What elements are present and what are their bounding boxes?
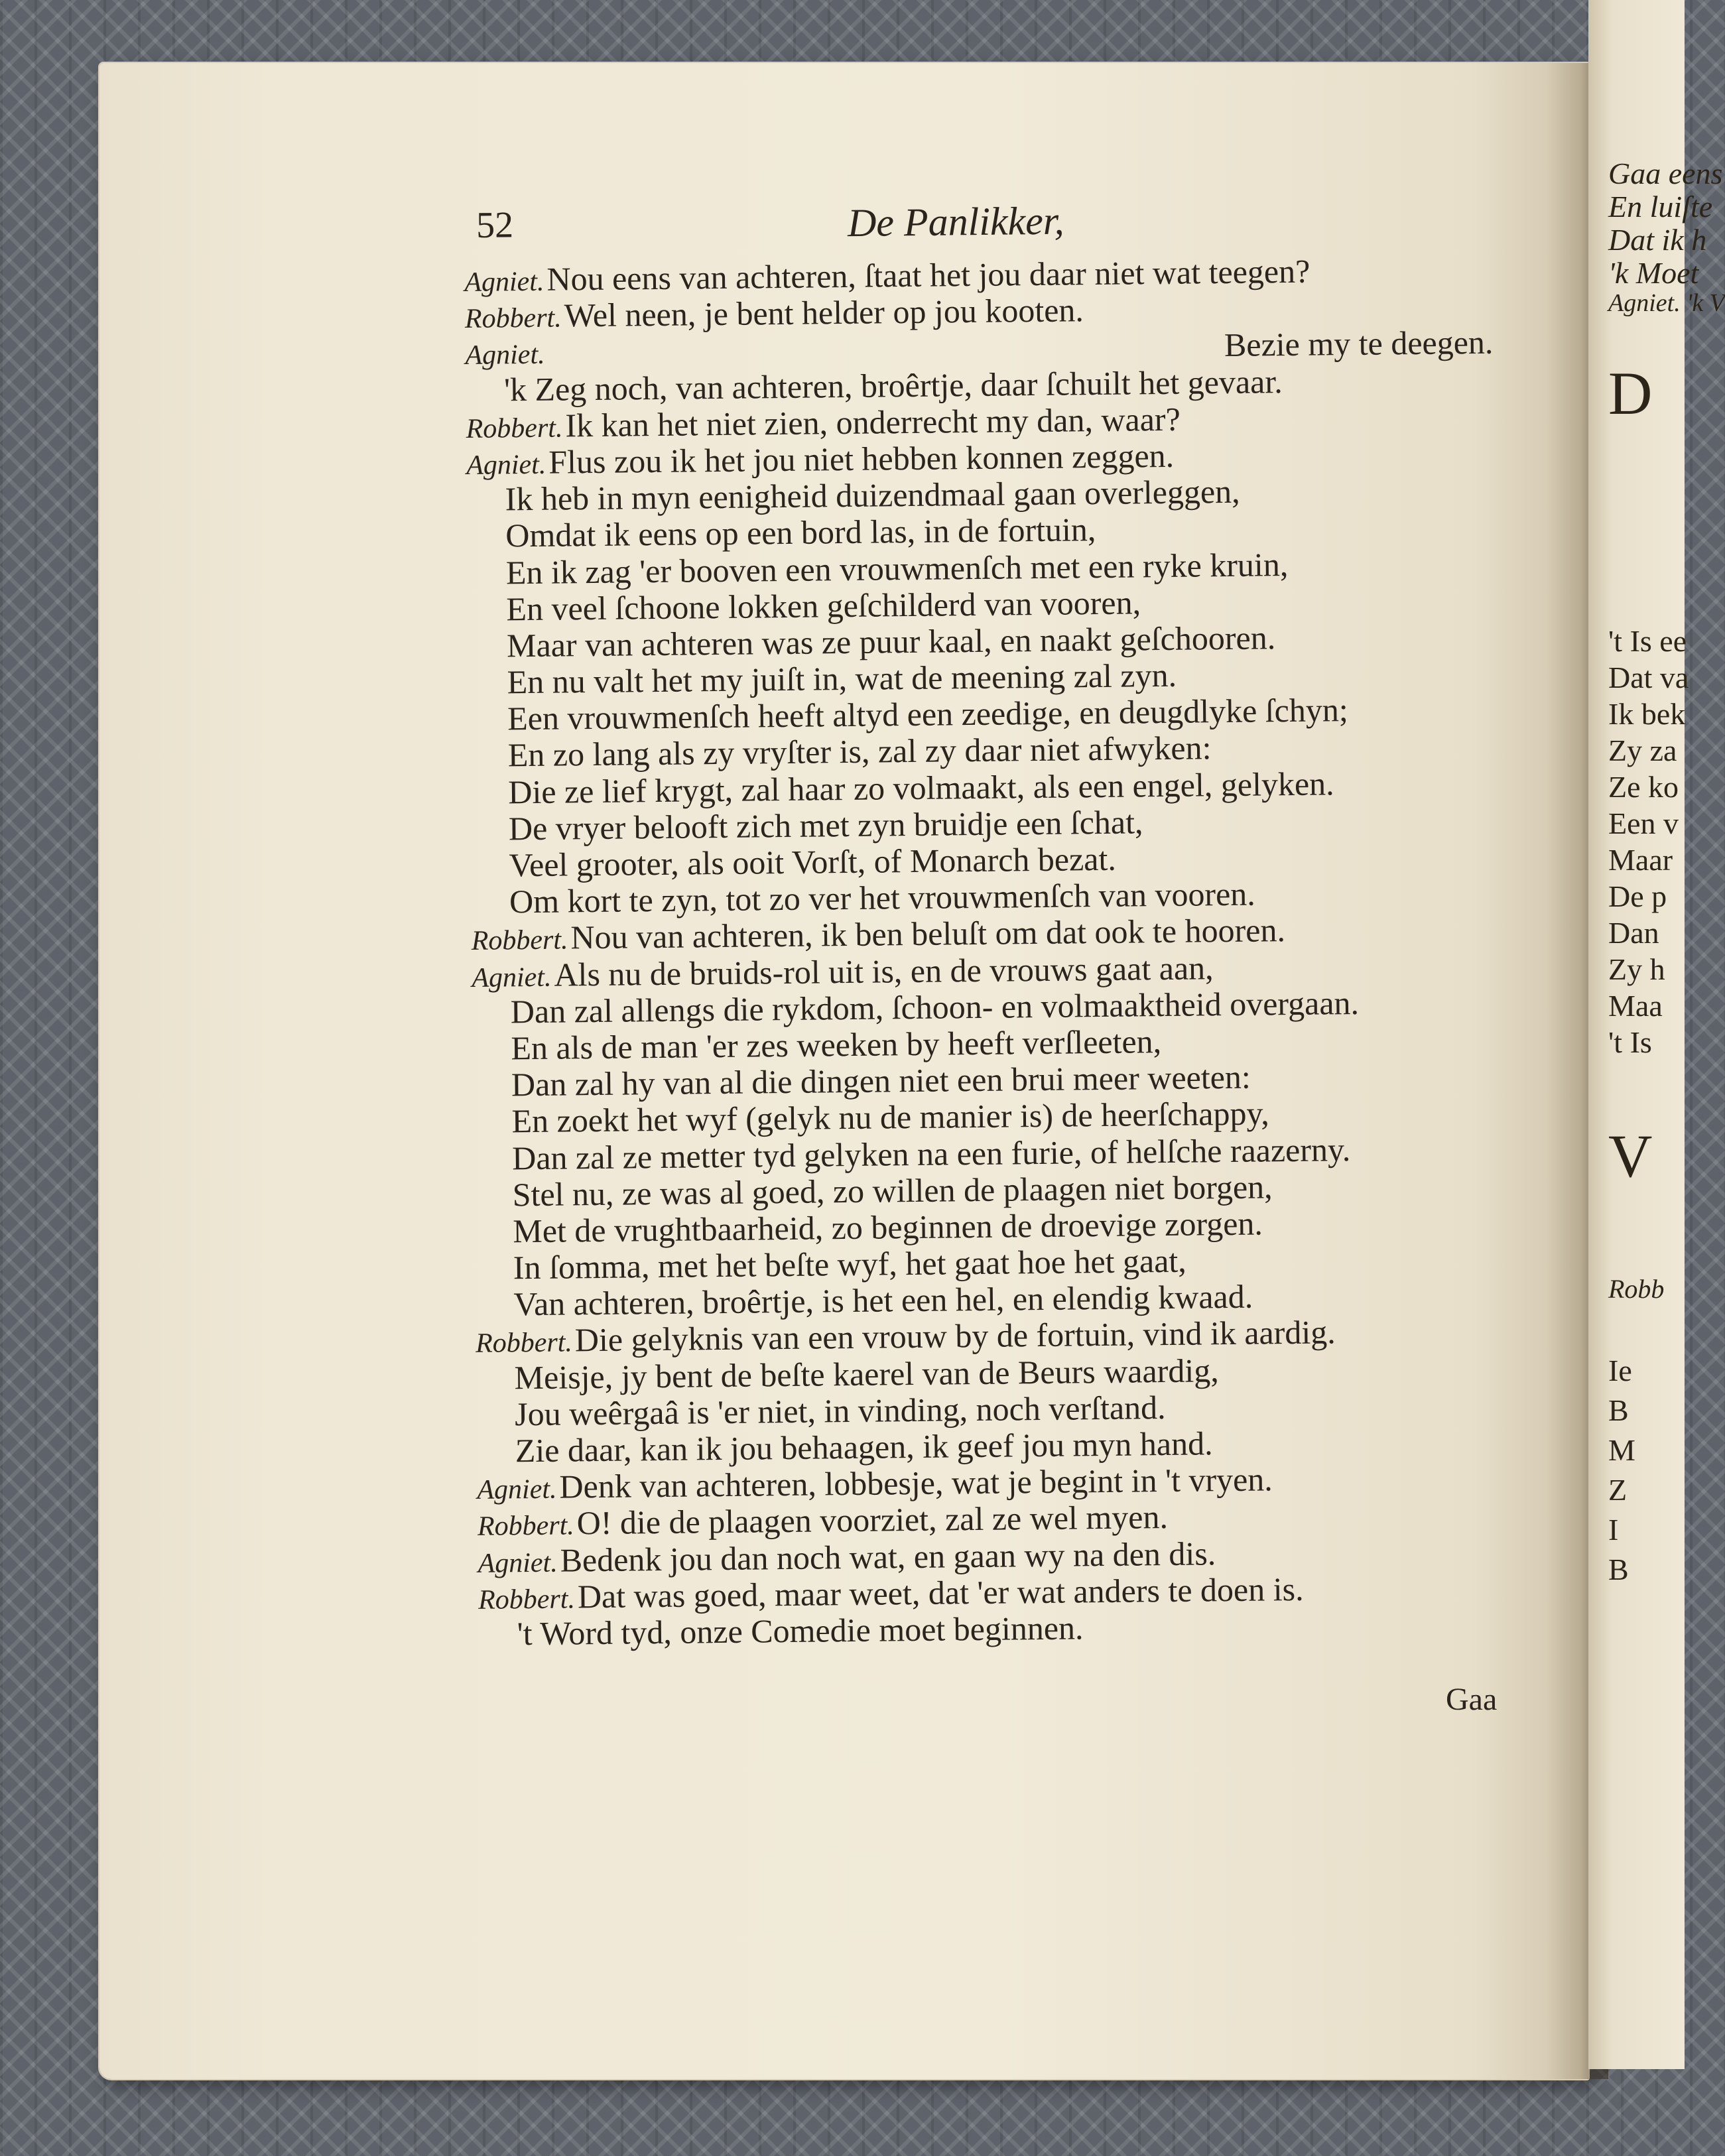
facing-line: Maa <box>1608 989 1663 1023</box>
page-number: 52 <box>476 204 514 246</box>
line-text: Dat was goed, maar weet, dat 'er wat anders te doen is. <box>577 1570 1304 1616</box>
facing-line: Dat ik h <box>1608 223 1707 257</box>
facing-line: En luiſte <box>1608 190 1713 223</box>
facing-line: Een v <box>1608 806 1679 840</box>
line-text: Ik kan het niet zien, onderrecht my dan, waar? <box>565 400 1181 444</box>
line-text: Denk van achteren, lobbesje, wat je begint in 't vryen. <box>559 1460 1273 1505</box>
facing-line: Zy za <box>1608 733 1677 767</box>
speaker-name: Agniet. <box>464 266 544 298</box>
line-text: En veel ſchoone lokken geſchilderd van vooren, <box>506 584 1141 628</box>
facing-heading: V <box>1608 1122 1653 1190</box>
line-text: De vryer belooft zich met zyn bruidje een ſchat, <box>508 803 1143 848</box>
speaker-name: Robbert. <box>466 412 563 444</box>
facing-line: 't Is <box>1608 1025 1652 1059</box>
line-text <box>547 334 548 371</box>
line-text: Als nu de bruids-rol uit is, en de vrouws gaat aan, <box>554 948 1214 993</box>
line-text: Maar van achteren was ze puur kaal, en naakt geſchooren. <box>506 619 1276 665</box>
speaker-name: Robbert. <box>475 1327 573 1360</box>
line-text: Dan zal allengs die rykdom, ſchoon- en volmaaktheid overgaan. <box>510 983 1360 1031</box>
facing-line: Ze ko <box>1608 770 1679 804</box>
facing-line: I <box>1608 1513 1619 1547</box>
line-text: Bedenk jou dan noch wat, en gaan wy na den dis. <box>560 1534 1216 1579</box>
speaker-name: Agniet. <box>472 962 552 993</box>
facing-line: M <box>1608 1433 1635 1467</box>
line-text: En nu valt het my juiſt in, wat de meening zal zyn. <box>507 656 1177 701</box>
facing-line: Agniet. 'k V <box>1608 289 1725 317</box>
facing-line: Dan <box>1608 916 1659 950</box>
facing-line: Ie <box>1608 1354 1632 1387</box>
facing-speaker: Robb <box>1608 1274 1665 1304</box>
line-text: In ſomma, met het beſte wyf, het gaat hoe het gaat, <box>513 1241 1187 1287</box>
facing-heading: D <box>1608 359 1653 427</box>
line-text: 'k Zeg noch, van achteren, broêrtje, daar ſchuilt het gevaar. <box>503 362 1283 408</box>
facing-line: De p <box>1608 879 1667 913</box>
line-text: Flus zou ik het jou niet hebben konnen zeggen. <box>548 436 1175 481</box>
facing-line: B <box>1608 1393 1629 1427</box>
line-text: Wel neen, je bent helder op jou kooten. <box>564 291 1084 334</box>
line-text: Een vrouwmenſch heeft altyd een zeedige, en deugdlyke ſchyn; <box>507 691 1349 737</box>
line-text-right: Bezie my te deegen. <box>1224 324 1494 364</box>
facing-line: Zy h <box>1608 952 1665 986</box>
line-text: En zoekt het wyf (gelyk nu de manier is) de heerſchappy, <box>511 1094 1269 1140</box>
speaker-name: Robbert. <box>464 302 562 335</box>
line-text: Meisje, jy bent de beſte kaerel van de Beurs waardig, <box>514 1351 1219 1396</box>
speaker-name: Agniet. <box>478 1547 558 1579</box>
line-text: Om kort te zyn, tot zo ver het vrouwmenſch van vooren. <box>509 875 1256 920</box>
speaker-name: Robbert. <box>471 924 568 957</box>
running-head: De Panlikker, <box>847 198 1064 245</box>
play-text <box>464 251 1513 1653</box>
facing-line: Gaa eens <box>1608 157 1723 190</box>
line-text: Stel nu, ze was al goed, zo willen de plaagen niet borgen, <box>512 1168 1273 1214</box>
facing-line: Dat va <box>1608 661 1689 694</box>
line-text: Zie daar, kan ik jou behaagen, ik geef jou myn hand. <box>515 1425 1213 1470</box>
line-text: Dan zal hy van al die dingen niet een brui meer weeten: <box>511 1058 1251 1104</box>
line-text: Dan zal ze metter tyd gelyken na een furie, of helſche raazerny. <box>511 1130 1351 1176</box>
facing-line: Maar <box>1608 843 1673 877</box>
line-text: Jou weêrgaâ is 'er niet, in vinding, noch verſtand. <box>514 1388 1166 1433</box>
speaker-name: Robbert. <box>477 1510 575 1543</box>
line-text: Ik heb in myn eenigheid duizendmaal gaan overleggen, <box>505 472 1240 518</box>
facing-line: Ik bek <box>1608 697 1686 731</box>
speaker-name: Robbert. <box>478 1584 576 1616</box>
line-text: Die ze lief krygt, zal haar zo volmaakt, als een engel, gelyken. <box>508 764 1334 810</box>
line-text: En als de man 'er zes weeken by heeft verſleeten, <box>511 1022 1162 1067</box>
line-text: Omdat ik eens op een bord las, in de fortuin, <box>505 511 1096 554</box>
speaker-name: Agniet. <box>465 340 545 371</box>
line-text: Nou eens van achteren, ſtaat het jou daar niet wat teegen? <box>546 252 1310 298</box>
facing-line: B <box>1608 1553 1629 1586</box>
line-text: Die gelyknis van een vrouw by de fortuin, vind ik aardig. <box>574 1313 1336 1359</box>
line-text: Nou van achteren, ik ben beluſt om dat ook te hooren. <box>570 911 1286 956</box>
facing-page <box>1588 0 1725 2069</box>
facing-line: 'k Moet <box>1608 256 1699 290</box>
line-text: En ik zag 'er booven een vrouwmenſch met een ryke kruin, <box>505 545 1289 591</box>
line-text: O! die de plaagen voorziet, zal ze wel myen. <box>576 1498 1169 1542</box>
line-text: Van achteren, broêrtje, is het een hel, en elendig kwaad. <box>513 1277 1253 1323</box>
dialogue-lines <box>464 251 1513 1653</box>
speaker-name: Agniet. <box>466 449 546 481</box>
speaker-name: Agniet. <box>477 1474 557 1506</box>
line-text: 't Word tyd, onze Comedie moet beginnen. <box>517 1609 1084 1653</box>
line-text: En zo lang als zy vryſter is, zal zy daar niet afwyken: <box>507 729 1212 774</box>
line-text: Met de vrughtbaarheid, zo beginnen de droevige zorgen. <box>513 1204 1263 1250</box>
catchword: Gaa <box>1446 1682 1498 1717</box>
line-text: Veel grooter, als ooit Vorſt, of Monarch bezat. <box>509 840 1117 884</box>
facing-line: 't Is ee <box>1608 624 1687 658</box>
facing-line: Z <box>1608 1473 1628 1507</box>
